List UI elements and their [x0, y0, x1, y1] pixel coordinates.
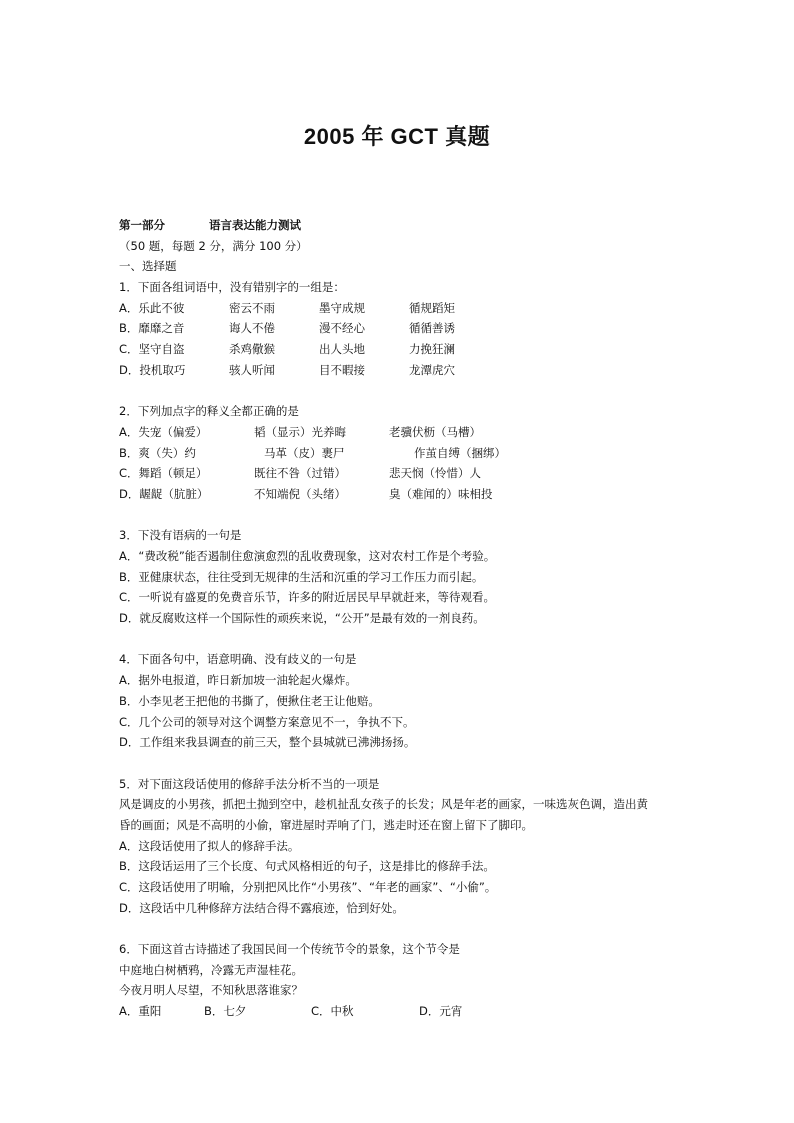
question-5-stem: 5．对下面这段话使用的修辞手法分析不当的一项是: [119, 776, 380, 791]
question-4-stem: 4．下面各句中，语意明确、没有歧义的一句是: [119, 652, 357, 667]
option-line: A．“费改税”能否遏制住愈演愈烈的乱收费现象，这对农村工作是个考验。: [119, 549, 496, 563]
option-cell: 骇人听闻: [229, 362, 275, 377]
option-cell: 诲人不倦: [229, 321, 275, 336]
option-cell: D．元宵: [419, 1004, 463, 1019]
option-cell: A．乐此不彼: [119, 300, 185, 315]
part-name: 语言表达能力测试: [209, 218, 301, 232]
page-title: 2005 年 GCT 真题: [303, 124, 491, 149]
option-cell: 密云不雨: [229, 300, 275, 315]
option-line: D．这段话中几种修辞方法结合得不露痕迹，恰到好处。: [119, 900, 404, 915]
part-heading: [119, 215, 699, 236]
option-cell: 马革（皮）裹尸: [264, 445, 345, 460]
spacer: [119, 629, 699, 650]
option-row: [119, 484, 699, 505]
part-label: 第一部分: [119, 218, 165, 232]
option-line: D．就反腐败这样一个国际性的顽疾来说，“公开”是最有效的一剂良药。: [119, 611, 485, 626]
option-line: C．这段话使用了明喻，分别把风比作“小男孩”、“年老的画家”、“小偷”。: [119, 880, 497, 894]
option-line: B．这段话运用了三个长度、句式风格相近的句子，这是排比的修辞手法。: [119, 859, 495, 874]
option-row: [119, 339, 699, 360]
question-2-options: [119, 422, 699, 505]
option-cell: A．失宠（偏爱）: [119, 424, 208, 439]
spacer: [119, 381, 699, 402]
option-cell: 韬（显示）光养晦: [254, 424, 346, 439]
option-row: [119, 422, 699, 443]
option-cell: C．坚守自盗: [119, 342, 185, 357]
spacer: [119, 505, 699, 526]
option-cell: 作茧自缚（捆绑）: [414, 445, 506, 460]
option-line: D．工作组来我县调查的前三天，整个县城就已沸沸扬扬。: [119, 735, 416, 750]
option-cell: C．中秋: [311, 1004, 354, 1019]
document-body: [119, 215, 699, 1022]
option-cell: A．重阳: [119, 1004, 162, 1019]
option-row: [119, 360, 699, 381]
option-cell: 杀鸡儆猴: [229, 342, 275, 357]
option-cell: 力挽狂澜: [409, 342, 455, 357]
question-6-options: [119, 1001, 699, 1022]
option-cell: 出人头地: [319, 342, 365, 357]
option-line: A．这段话使用了拟人的修辞手法。: [119, 838, 300, 853]
option-cell: 龙潭虎穴: [409, 362, 455, 377]
option-cell: 漫不经心: [319, 321, 365, 336]
question-6-stem: 6．下面这首古诗描述了我国民间一个传统节令的景象，这个节令是: [119, 942, 460, 957]
option-cell: 目不暇接: [319, 362, 365, 377]
poem-line: 中庭地白树栖鸦，冷露无声湿桂花。: [119, 962, 303, 977]
spacer: [119, 918, 699, 939]
passage-line: 风是调皮的小男孩，抓把土抛到空中，趁机扯乱女孩子的长发；风是年老的画家，一味选灰色调，造出黄: [119, 797, 648, 812]
option-cell: 墨守成规: [319, 300, 365, 315]
option-cell: B．七夕: [204, 1004, 247, 1019]
option-cell: B．靡靡之音: [119, 321, 185, 336]
option-cell: D．龌龊（肮脏）: [119, 486, 209, 501]
option-cell: B．爽（失）约: [119, 445, 196, 460]
option-cell: 不知端倪（头绪）: [254, 486, 346, 501]
option-cell: 循循善诱: [409, 321, 455, 336]
option-line: A．据外电报道，昨日新加坡一油轮起火爆炸。: [119, 673, 357, 688]
option-row: [119, 443, 699, 464]
question-1-stem: 1．下面各组词语中，没有错别字的一组是：: [119, 280, 345, 295]
option-line: C．一听说有盛夏的免费音乐节，许多的附近居民早早就赶来，等待观看。: [119, 590, 496, 605]
section-heading: 一、选择题: [119, 259, 177, 274]
option-cell: 悲天悯（怜惜）人: [389, 466, 481, 481]
option-cell: 臭（难闻的）味相投: [389, 486, 493, 501]
option-cell: D．投机取巧: [119, 362, 186, 377]
poem-line: 今夜月明人尽望，不知秋思落谁家？: [119, 983, 303, 998]
option-row: [119, 298, 699, 319]
option-line: C．几个公司的领导对这个调整方案意见不一，争执不下。: [119, 714, 415, 729]
scoring-note: （50 题，每题 2 分，满分 100 分）: [119, 238, 308, 253]
question-1-options: [119, 298, 699, 381]
passage-line: 昏的画面；风是不高明的小偷，窜进屋时弄响了门，逃走时还在窗上留下了脚印。: [119, 817, 533, 832]
spacer: [119, 753, 699, 774]
option-cell: 老骥伏枥（马槽）: [389, 424, 481, 439]
option-line: B．亚健康状态，往往受到无规律的生活和沉重的学习工作压力而引起。: [119, 569, 484, 584]
question-2-stem: 2．下列加点字的释义全都正确的是: [119, 404, 299, 419]
option-row: [119, 318, 699, 339]
question-3-stem: 3．下没有语病的一句是: [119, 528, 242, 543]
option-cell: 既往不咎（过错）: [254, 466, 346, 481]
option-row: [119, 463, 699, 484]
option-line: B．小李见老王把他的书撕了，便揪住老王让他赔。: [119, 693, 380, 708]
option-cell: 循规蹈矩: [409, 300, 455, 315]
option-cell: C．舞蹈（顿足）: [119, 466, 208, 481]
